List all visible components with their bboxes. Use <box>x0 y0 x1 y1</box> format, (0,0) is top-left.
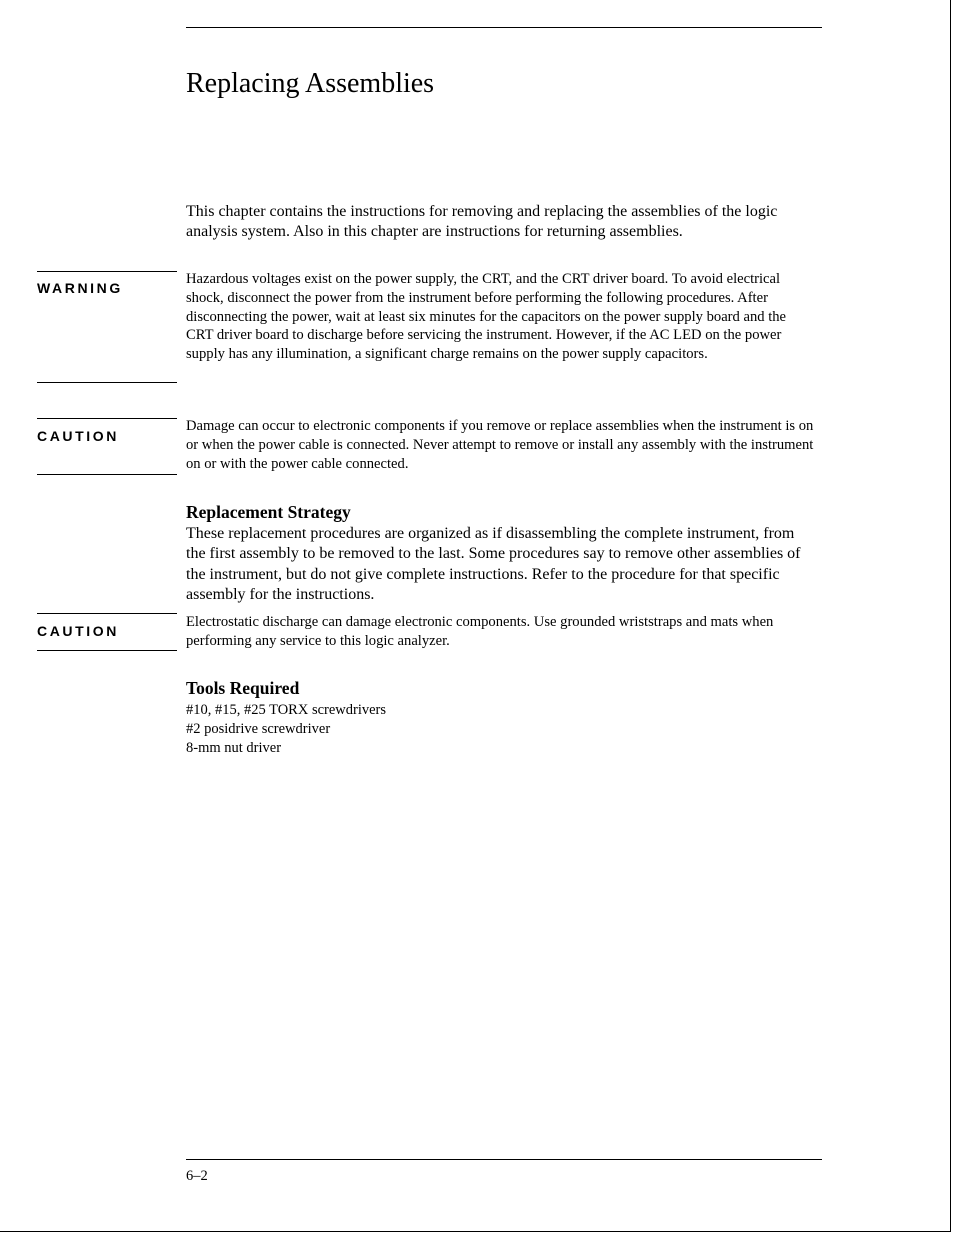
strategy-paragraph: These replacement procedures are organized as if disassembling the complete instrument, from the first assembly to be removed to the last. Some procedures say to remove other assemblies of the instrument, but do not give complete instructions. Refer to the procedure for that specific assembly for the instructions. <box>186 525 801 603</box>
tools-list-item: #10, #15, #25 TORX screwdrivers <box>186 702 387 718</box>
page-number: 6–2 <box>186 1168 208 1184</box>
tools-list <box>186 701 386 759</box>
strategy-heading: Replacement Strategy <box>186 502 351 522</box>
tools-heading: Tools Required <box>186 678 300 698</box>
caution-esd-text: Electrostatic discharge can damage electronic components. Use grounded wriststraps and mats when performing any service to this logic analyzer. <box>186 614 774 649</box>
caution-esd-top-rule <box>37 613 177 614</box>
caution-label: CAUTION <box>37 428 119 444</box>
caution-top-rule <box>37 418 177 419</box>
warning-top-rule <box>37 271 177 272</box>
caution-esd-bottom-rule <box>37 650 177 651</box>
caution-bottom-rule <box>37 474 177 475</box>
warning-bottom-rule <box>37 382 177 383</box>
footer-rule <box>186 1159 822 1160</box>
warning-label: WARNING <box>37 280 123 296</box>
tools-list-item: 8-mm nut driver <box>186 740 282 757</box>
header-rule <box>186 27 822 28</box>
page-title: Replacing Assemblies <box>186 68 435 99</box>
caution-esd-label: CAUTION <box>37 623 119 639</box>
warning-text: Hazardous voltages exist on the power supply, the CRT, and the CRT driver board. To avoid electrical shock, disconnect the power from the instrument before performing the following procedures. After disconnecting the power, wait at least six minutes for the capacitors on the power supply board and the CRT driver board to discharge before servicing the instrument. However, if the AC LED on the power supply has any illumination, a significant charge remains on the power supply capacitors. <box>186 271 787 363</box>
intro-paragraph: This chapter contains the instructions for removing and replacing the assemblies of the logic analysis system. Also in this chapter are instructions for returning assemblies. <box>186 203 778 241</box>
caution-text: Damage can occur to electronic components if you remove or replace assemblies when the instrument is on or when the power cable is connected. Never attempt to remove or install any assembly with the instrument on or with the power cable connected. <box>186 418 814 472</box>
tools-list-item: #2 posidrive screwdriver <box>186 721 331 738</box>
